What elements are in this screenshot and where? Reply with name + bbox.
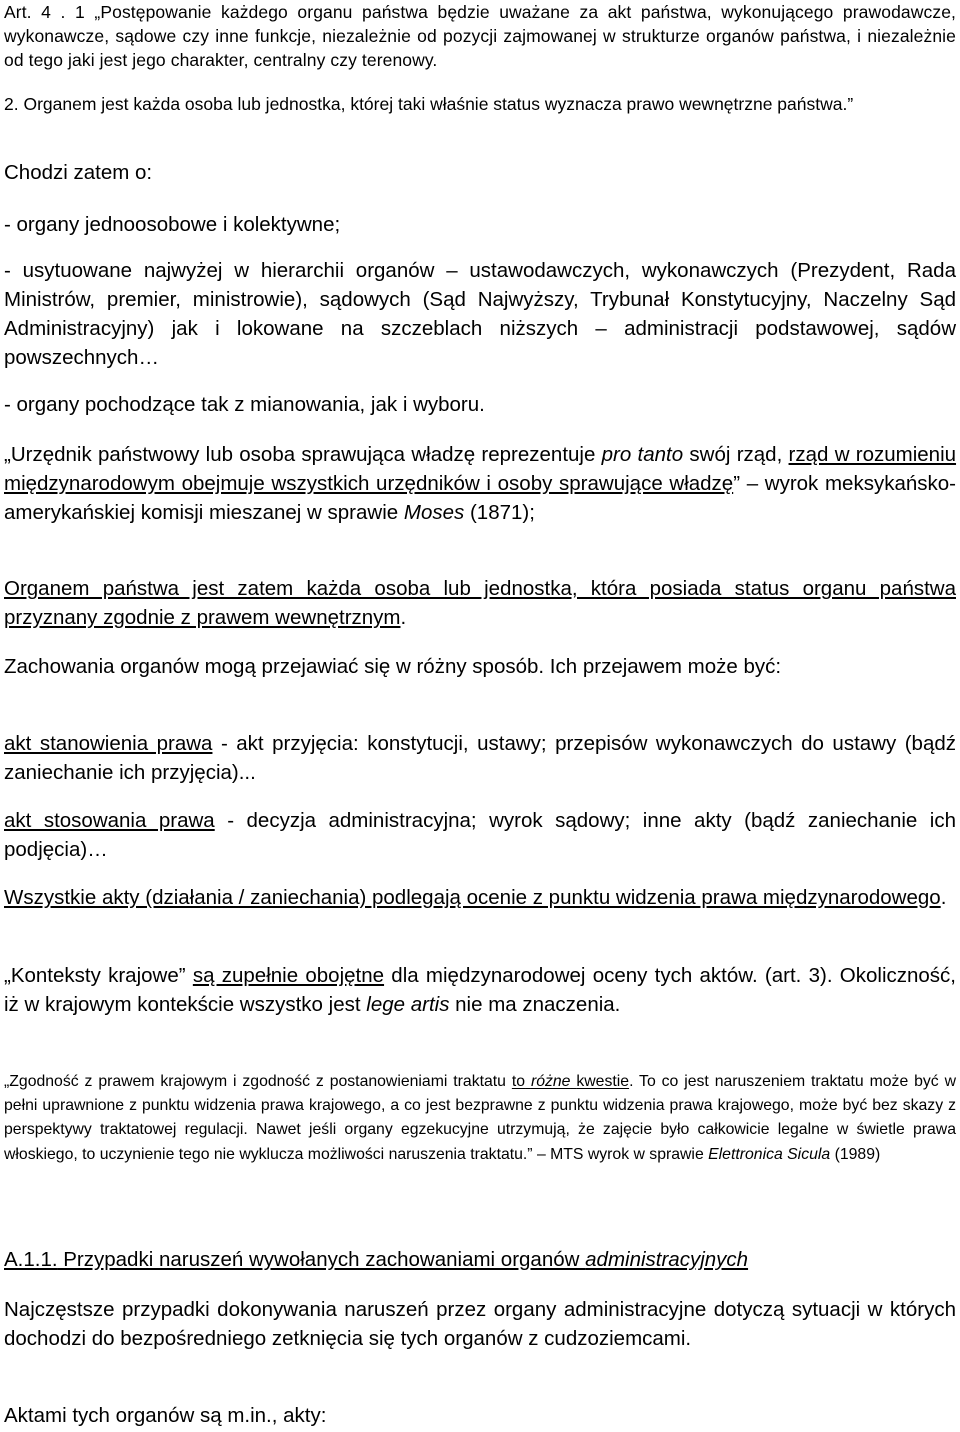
moses-pro-tanto: pro tanto [601,443,684,466]
elsi-case-name: Elettronica Sicula [708,1145,831,1163]
section-heading [4,1245,956,1274]
moses-paragraph [4,440,956,527]
konteksty-open: „Konteksty krajowe” [4,964,186,987]
akt-stanowienia-rest: - akt przyjęcia: konstytucji, ustawy; przepisów wykonawczych do ustawy (bądź zaniechanie ich przyjęcia)... [4,732,956,784]
aktami-paragraph: Aktami tych organów są m.in., akty: [4,1404,327,1427]
elsi-rozne: różne [530,1073,571,1090]
section-heading-text: Przypadki naruszeń wywołanych zachowaniami organów [57,1248,586,1271]
elsi-part2: . To co jest naruszeniem traktatu może być w pełni uprawnione z punktu widzenia prawa krajowego, a co jest bezprawne z punktu widzenia prawa krajowego, może być bez skazy z perspektywy traktatowej regulacji. Nawet jeśli organy egzekucyjne utrzymują, że zajęcie było całkowicie legalne w świetle prawa włoskiego, to uczynienie tego nie wyklucza możliwości naruszenia traktatu.” – MTS wyrok w sprawie [4,1073,957,1163]
organem-underlined: Organem państwa jest zatem każda osoba lub jednostka, która posiada status organu państwa przyznany zgodnie z prawem wewnętrznym [4,577,956,629]
moses-part4: (1871); [464,501,535,524]
konteksty-underlined: są zupełnie obojętne [192,964,385,987]
elsi-to: to [511,1073,526,1090]
najczestsze-paragraph: Najczęstsze przypadki dokonywania naruszeń przez organy administracyjne dotyczą sytuacji w których dochodzi do bezpośredniego zetknięcia się tych organów z cudzoziemcami. [4,1298,956,1350]
elsi-part3: (1989) [830,1145,881,1163]
konteksty-lege-artis: lege artis [366,993,450,1016]
moses-close-quote: ” [733,472,741,495]
list-item-organy-pochodzace: - organy pochodzące tak z mianowania, jak i wyboru. [4,393,485,416]
konteksty-paragraph [4,961,956,1019]
section-heading-number: A.1.1. [4,1248,58,1271]
wszystkie-paragraph [4,883,956,912]
moses-part3: – wyrok meksykańsko-amerykańskiej komisji mieszanej w sprawie [4,472,956,524]
elsi-kwestie: kwestie [576,1073,630,1090]
wszystkie-underlined: Wszystkie akty (działania / zaniechania) podlegają ocenie z punktu widzenia prawa międzynarodowego [4,886,941,909]
section-heading-italic: administracyjnych [585,1248,749,1271]
elsi-part1: „Zgodność z prawem krajowym i zgodność z postanowieniami traktatu [4,1073,512,1090]
article-4-paragraph-2: 2. Organem jest każda osoba lub jednostka, której taki właśnie status wyznacza prawo wewnętrzne państwa.” [4,94,854,114]
list-item-usytuowane: - usytuowane najwyżej w hierarchii organów – ustawodawczych, wykonawczych (Prezydent, Rada Ministrów, premier, ministrowie), sądowych (Sąd Najwyższy, Trybunał Konstytucyjny, Naczelny Sąd Administracyjny) jak i lokowane na szczeblach niższych – administracji podstawowej, sądów powszechnych… [4,259,956,369]
konteksty-rest: dla międzynarodowej oceny tych aktów. (art. 3). Okoliczność, iż w krajowym kontekście wszystko jest [4,964,956,1016]
moses-underlined: rząd w rozumieniu międzynarodowym obejmuje wszystkich urzędników i osoby sprawujące władzę [4,443,957,495]
akt-stosowania-term: akt stosowania prawa [4,809,215,832]
list-item-organy-jednoosobowe: - organy jednoosobowe i kolektywne; [4,213,341,236]
akt-stanowienia-paragraph [4,729,956,787]
wszystkie-end: . [940,886,947,909]
konteksty-end: nie ma znaczenia. [449,993,621,1016]
moses-case-name: Moses [403,501,465,524]
moses-part1: Urzędnik państwowy lub osoba sprawująca władzę reprezentuje [10,443,602,466]
akt-stosowania-paragraph [4,806,956,864]
organem-paragraph [4,574,956,632]
moses-open-quote: „ [4,443,11,466]
chodzi-intro: Chodzi zatem o: [4,161,153,184]
akt-stosowania-rest: - decyzja administracyjna; wyrok sądowy; inne akty (bądź zaniechanie ich podjęcia)… [4,809,956,861]
elsi-quote [4,1070,956,1167]
akt-stanowienia-term: akt stanowienia prawa [4,732,213,755]
moses-part2: swój rząd, [683,443,789,466]
zachowania-paragraph: Zachowania organów mogą przejawiać się w różny sposób. Ich przejawem może być: [4,655,782,678]
article-4-quote: Art. 4 . 1 „Postępowanie każdego organu państwa będzie uważane za akt państwa, wykonującego prawodawcze, wykonawcze, sądowe czy inne funkcje, niezależnie od pozycji zajmowanej w strukturze organów państwa, i niezależnie od tego jaki jest jego charakter, centralny czy terenowy. [4,2,956,71]
organem-end: . [400,606,407,629]
